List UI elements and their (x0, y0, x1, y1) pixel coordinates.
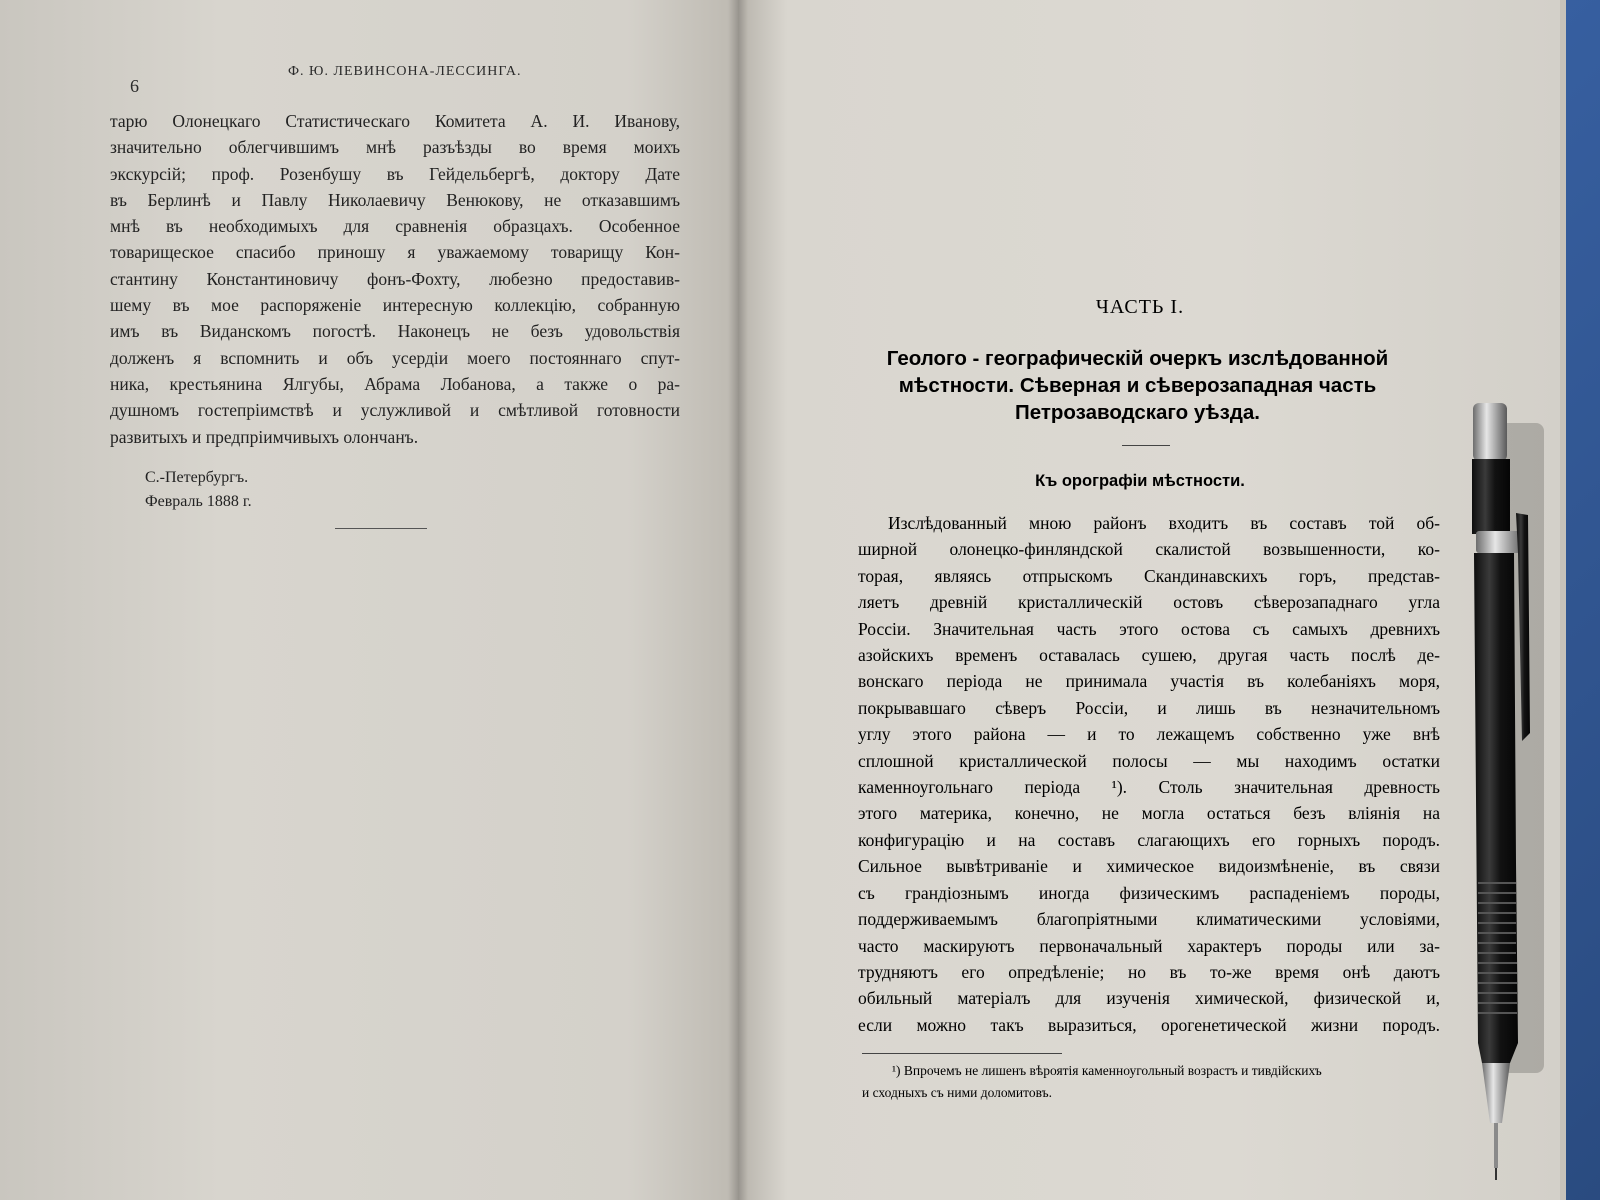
text-line: сплошной кристаллической полосы — мы находимъ остатки (858, 750, 1440, 771)
text-line: каменноугольнаго періода ¹). Столь значительная древность (858, 777, 1440, 798)
left-page (0, 0, 738, 1200)
signature-place: С.-Петербургъ. (145, 469, 249, 486)
text-line: азойскихъ временъ оставалась сушею, другая часть послѣ де- (858, 645, 1440, 666)
text-line: въ Берлинѣ и Павлу Николаевичу Венюкову, не отказавшимъ (110, 189, 680, 210)
text-line: вонскаго періода не принимала участія въ колебаніяхъ моря, (858, 671, 1440, 692)
text-line: обильный матеріалъ для изученія химической, физической и, (858, 988, 1440, 1009)
chapter-heading (850, 345, 1425, 426)
text-line: развитыхъ и предпріимчивыхъ олончанъ. (110, 426, 419, 447)
right-paragraph (858, 510, 1440, 1038)
text-line: тарю Олонецкаго Статистическаго Комитета А. И. Иванову, (110, 111, 680, 131)
book-gutter (728, 0, 748, 1200)
chapter-heading-line: мѣстности. Сѣверная и сѣверозападная часть (898, 374, 1377, 397)
heading-rule (1122, 445, 1170, 446)
text-line: шему въ мое распоряженіе интересную коллекцію, собранную (110, 295, 680, 316)
text-line: ника, крестьянина Ялгубы, Абрама Лобанова, а также о ра- (110, 373, 680, 394)
footnote-line: и сходныхъ съ ними доломитовъ. (862, 1085, 1053, 1100)
text-line: этого материка, конечно, не могла остаться безъ вліянія на (858, 803, 1440, 824)
running-head-title: Ф. Ю. ЛЕВИНСОНА-ЛЕССИНГА. (288, 64, 522, 79)
text-line: ширной олонецко-финляндской скалистой возвышенности, ко- (858, 539, 1440, 560)
text-line: Изслѣдованный мною районъ входитъ въ составъ той об- (888, 513, 1440, 533)
chapter-heading-line: Геолого - географическій очеркъ изслѣдованной (886, 347, 1389, 370)
text-line: конфигурацію и на составъ слагающихъ его горныхъ породъ. (858, 829, 1440, 850)
text-line: трудняютъ его опредѣленіе; но въ то-же время онѣ даютъ (858, 961, 1440, 982)
text-line: покрывавшаго сѣверъ Россіи, и лишь въ незначительномъ (858, 697, 1440, 718)
text-line: мнѣ въ необходимыхъ для сравненія образцахъ. Особенное (110, 216, 680, 237)
signature-block (145, 466, 252, 514)
text-line: долженъ я вспомнить и объ усердіи моего постояннаго спут- (110, 347, 680, 368)
text-line: часто маскируютъ первоначальный характеръ породы или за- (858, 935, 1440, 956)
page-number: 6 (130, 76, 140, 96)
chapter-heading-line: Петрозаводскаго уѣзда. (1015, 401, 1260, 424)
text-line: углу этого района — и то лежащемъ собственно уже внѣ (858, 724, 1440, 745)
left-paragraph (110, 108, 680, 450)
signature-date: Февраль 1888 г. (145, 493, 252, 510)
text-line: экскурсій; проф. Розенбушу въ Гейдельбергѣ, доктору Дате (110, 163, 680, 184)
text-line: торая, являясь отпрыскомъ Скандинавскихъ горъ, представ- (858, 565, 1440, 586)
text-line: товарищеское спасибо приношу я уважаемому товарищу Кон- (110, 242, 680, 263)
text-line: душномъ гостепріимствѣ и услужливой и смѣтливой готовности (110, 400, 680, 421)
text-line: Сильное вывѣтриваніе и химическое видоизмѣненіе, въ связи (858, 856, 1440, 877)
text-line: значительно облегчившимъ мнѣ разъѣзды во время моихъ (110, 137, 680, 158)
end-rule (335, 528, 427, 529)
text-line: стантину Константиновичу фонъ-Фохту, любезно предоставив- (110, 268, 680, 289)
text-line: имъ въ Виданскомъ погостѣ. Наконецъ не безъ удовольствія (110, 321, 680, 342)
section-heading: Къ орографіи мѣстности. (1035, 472, 1245, 490)
text-line: съ грандіознымъ иногда физическимъ распаденіемъ породы, (858, 882, 1440, 903)
text-line: если можно такъ выразиться, орогенетической жизни породъ. (858, 1014, 1440, 1035)
part-title: ЧАСТЬ I. (1095, 296, 1185, 318)
text-line: ляетъ древній кристаллическій остовъ сѣверозападнаго угла (858, 592, 1440, 613)
footnote-line: ¹) Впрочемъ не лишенъ вѣроятія каменноугольный возрастъ и тивдійскихъ (892, 1063, 1322, 1078)
text-line: Россіи. Значительная часть этого остова съ самыхъ древнихъ (858, 618, 1440, 639)
footnote-rule (862, 1053, 1062, 1054)
footnote (862, 1060, 1452, 1104)
mechanical-pencil-icon (1470, 403, 1546, 1183)
text-line: поддерживаемымъ благопріятными климатическими условіями, (858, 909, 1440, 930)
